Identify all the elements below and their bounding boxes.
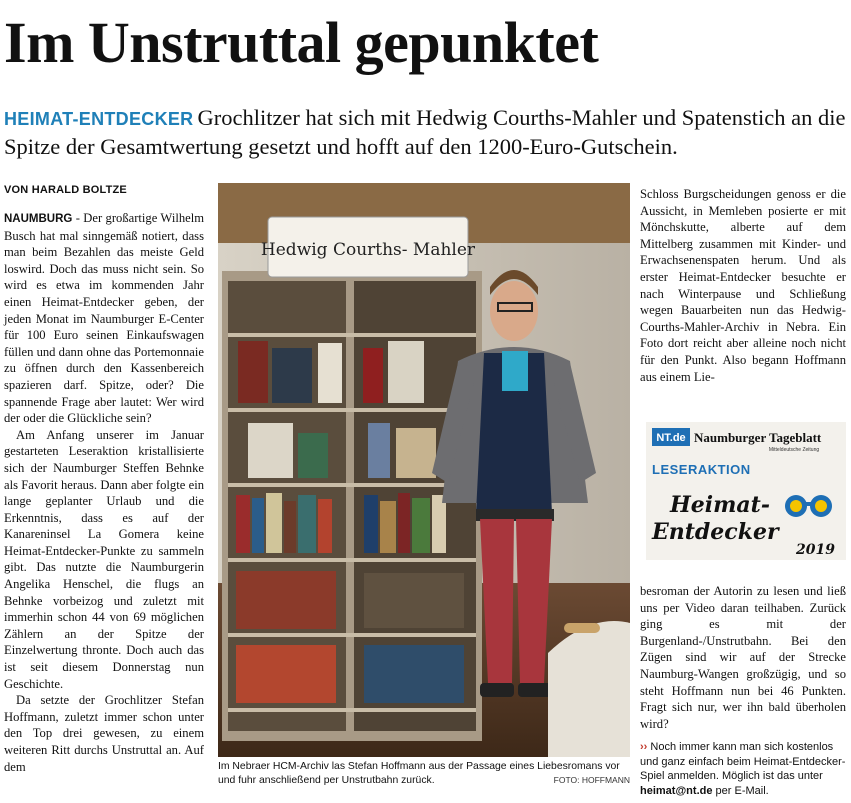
note-text-end: per E-Mail. (715, 784, 769, 797)
logo-campaign: LESERAKTION (652, 462, 751, 477)
note-email: heimat@nt.de (640, 784, 713, 797)
deck-text: Grochlitzer hat sich mit Hedwig Courths-Mahler und Spatenstich an die Spitze der Gesamtwertung gesetzt und hofft auf den 1200-Euro-Gutschein. (4, 105, 846, 159)
logo-title-1: Heimat- (670, 492, 770, 518)
photo-credit: FOTO: HOFFMANN (553, 774, 630, 785)
paragraph: Da setzte der Grochlitzer Stefan Hoffmann, zuletzt immer schon unter den Top drei gewesen, zu einem weiteren Ritt durchs Unstruttal an. Auf dem (4, 693, 204, 774)
logo-paper-sub: Mitteldeutsche Zeitung (768, 447, 820, 453)
arrows-icon: ›› (640, 741, 648, 753)
info-note (640, 740, 850, 798)
kicker: HEIMAT-ENTDECKER (4, 109, 194, 129)
logo-paper: Naumburger Tageblatt (694, 430, 822, 445)
column-right-top (640, 186, 846, 385)
caption-text: Im Nebraer HCM-Archiv las Stefan Hoffmann aus der Passage eines Liebesromans vor und fuhr anschließend per Unstrutbahn zurück. (218, 761, 620, 786)
note-text: Noch immer kann man sich kostenlos und ganz einfach beim Heimat-Entdecker-Spiel anmelden. Möglich ist das unter (640, 741, 846, 782)
dateline: NAUMBURG (4, 213, 73, 225)
column-left (4, 210, 204, 775)
heimat-entdecker-logo (646, 422, 846, 560)
photo-illustration (218, 183, 630, 757)
paragraph (4, 210, 204, 427)
logo-badge: NT.de (656, 432, 686, 444)
paragraph: besroman der Autorin zu lesen und ließ uns per Video daran teilhaben. Zurück ging es mit der Burgenland-/Unstrutbahn. Bei den Zügen sind wir auf der Strecke Naumburg-Wangen großzügig, und so steht Hoffmann nun bei 46 Punkten. Fragt sich nur, wer ihn bald überholen wird? (640, 584, 846, 731)
byline: VON HARALD BOLTZE (4, 184, 127, 196)
deck (4, 104, 849, 160)
article-photo (218, 183, 630, 757)
column-right-bottom (640, 583, 846, 732)
paragraph: Schloss Burgscheidungen genoss er die Aussicht, in Memleben posierte er mit Mönchskutte, alberte auf dem Mittelberg zusammen mit Kinder- und Erwachsenenspaten herum. Und als erster Heimat-Entdecker besuchte er nach Winterpause und Schließung wegen Bauarbeiten nun das Hedwig-Courths-Mahler-Archiv in Nebra. Ein Foto dort reicht aber alleine noch nicht für den Punkt. Also begann Hoffmann aus einem Lie- (640, 187, 846, 384)
logo-year: 2019 (796, 542, 835, 558)
paragraph: Am Anfang unserer im Januar gestarteten Leseraktion kristallisierte sich der Naumburger Steffen Behnke als Favorit heraus. Dann aber folgte ein lange geplanter Urlaub und die Erkenntnis, dass es auf der Kanareninsel La Gomera keine Heimat-Entdecker-Punkte zu sammeln gibt. Das nutzte die Naumburgerin Angelika Henschel, die flugs an Behnke vorbeizog und zuletzt mit immerhin schon 44 von 69 möglichen Zählern an der Spitze der Einzelwertung thronte. Doch auch das ist seit diesem Donnerstag nun Geschichte. (4, 427, 204, 691)
paragraph-text: - Der großartige Wilhelm Busch hat mal sinngemäß notiert, dass man beim Bezahlen das meiste Geld loswird. Doch das muss nicht sein. So wird es etwa im kommenden Jahr einen Heimat-Entdecker geben, der jeden Monat im Naumburger E-Center für 100 Euro seinen Einkaufswagen füllen und dann ohne das Portemonnaie zu öffnen durch den Kassenbereich spazieren darf. Spitze, oder? Die spannende Frage aber lautet: Wer wird der oder die Glückliche sein? (4, 211, 204, 426)
sign-text: Hedwig Courths- Mahler (260, 240, 476, 260)
photo-caption (218, 760, 630, 787)
headline: Im Unstruttal gepunktet (4, 10, 599, 75)
logo-title-2: Entdecker (652, 519, 779, 545)
